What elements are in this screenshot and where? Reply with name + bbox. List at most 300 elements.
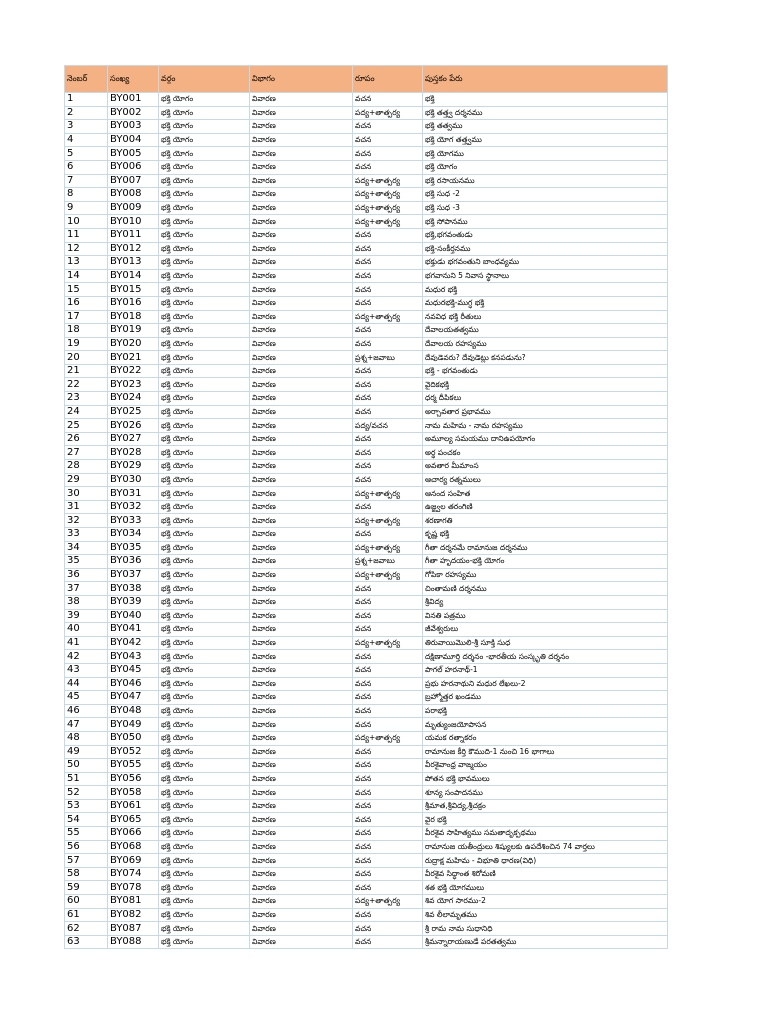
form-cell: వచన (353, 922, 423, 936)
category-cell: భక్తి యోగం (159, 595, 250, 609)
section-cell: వివారణ (250, 854, 353, 868)
book-code: BY034 (108, 528, 159, 542)
form-cell: పద్య+తాత్పర్య (353, 568, 423, 582)
book-code: BY052 (108, 745, 159, 759)
book-title-cell: దేవాలయతత్వము (423, 324, 668, 338)
header-category: వర్గం (159, 66, 250, 93)
category-cell: భక్తి యోగం (159, 908, 250, 922)
book-code: BY022 (108, 364, 159, 378)
book-title-cell: ధర్మ దీపికలు (423, 392, 668, 406)
form-cell: వచన (353, 609, 423, 623)
book-code: BY015 (108, 283, 159, 297)
section-cell: వివారణ (250, 324, 353, 338)
form-cell: వచన (353, 595, 423, 609)
table-row (65, 541, 668, 555)
category-cell: భక్తి యోగం (159, 188, 250, 202)
section-cell: వివారణ (250, 691, 353, 705)
category-cell: భక్తి యోగం (159, 473, 250, 487)
category-cell: భక్తి యోగం (159, 636, 250, 650)
section-cell: వివారణ (250, 133, 353, 147)
row-number: 44 (65, 677, 108, 691)
header-row (65, 66, 668, 93)
book-title-cell: ఆచార్య రత్నములు (423, 473, 668, 487)
form-cell: వచన (353, 378, 423, 392)
row-number: 25 (65, 419, 108, 433)
row-number: 17 (65, 310, 108, 324)
book-title-cell: శివ యోగ సారము-2 (423, 895, 668, 909)
section-cell: వివారణ (250, 174, 353, 188)
row-number: 26 (65, 432, 108, 446)
category-cell: భక్తి యోగం (159, 895, 250, 909)
row-number: 7 (65, 174, 108, 188)
book-code: BY030 (108, 473, 159, 487)
table-row (65, 228, 668, 242)
table-row (65, 351, 668, 365)
form-cell: పద్య+తాత్పర్య (353, 174, 423, 188)
form-cell: వచన (353, 283, 423, 297)
category-cell: భక్తి యోగం (159, 772, 250, 786)
table-row (65, 324, 668, 338)
book-title-cell: పోతన భక్తి భావములు (423, 772, 668, 786)
form-cell: వచన (353, 228, 423, 242)
book-title-cell: దక్షిణామూర్తి దర్శనం -భారతీయ సంస్కృతి దర్శనం (423, 650, 668, 664)
book-title-cell: భక్తుడు భగవంతుని బాంధవ్యము (423, 256, 668, 270)
table-row (65, 854, 668, 868)
category-cell: భక్తి యోగం (159, 93, 250, 107)
category-cell: భక్తి యోగం (159, 337, 250, 351)
form-cell: వచన (353, 854, 423, 868)
row-number: 48 (65, 731, 108, 745)
book-code: BY045 (108, 663, 159, 677)
section-cell: వివారణ (250, 595, 353, 609)
section-cell: వివారణ (250, 310, 353, 324)
section-cell: వివారణ (250, 256, 353, 270)
row-number: 10 (65, 215, 108, 229)
section-cell: వివారణ (250, 269, 353, 283)
row-number: 55 (65, 827, 108, 841)
book-code: BY040 (108, 609, 159, 623)
form-cell: పద్య+తాత్పర్య (353, 106, 423, 120)
table-row (65, 786, 668, 800)
book-code: BY058 (108, 786, 159, 800)
table-row (65, 609, 668, 623)
row-number: 15 (65, 283, 108, 297)
book-code: BY048 (108, 704, 159, 718)
book-title-cell: వీరశైవాంధ్ర వాఙ్మయం (423, 759, 668, 773)
book-code: BY020 (108, 337, 159, 351)
book-title-cell: చింతామణి దర్శనము (423, 582, 668, 596)
book-title-cell: శ్రీమన్నారాయణుడే పరతత్వము (423, 935, 668, 949)
form-cell: పద్య+తాత్పర్య (353, 731, 423, 745)
table-row (65, 120, 668, 134)
book-title-cell: గీతా హృదయం-భక్తి యోగం (423, 555, 668, 569)
form-cell: ప్రశ్న+జవాబు (353, 351, 423, 365)
form-cell: వచన (353, 582, 423, 596)
book-code: BY009 (108, 201, 159, 215)
category-cell: భక్తి యోగం (159, 296, 250, 310)
book-title-cell: అర్థ పంచకం (423, 446, 668, 460)
category-cell: భక్తి యోగం (159, 555, 250, 569)
section-cell: వివారణ (250, 93, 353, 107)
book-code: BY004 (108, 133, 159, 147)
category-cell: భక్తి యోగం (159, 881, 250, 895)
category-cell: భక్తి యోగం (159, 378, 250, 392)
row-number: 34 (65, 541, 108, 555)
form-cell: వచన (353, 269, 423, 283)
table-body (65, 93, 668, 949)
book-title-cell: నామ మహిమ - నామ రహస్యము (423, 419, 668, 433)
book-title-cell: భక్తి యోగము (423, 147, 668, 161)
category-cell: భక్తి యోగం (159, 935, 250, 949)
table-row (65, 595, 668, 609)
row-number: 57 (65, 854, 108, 868)
form-cell: వచన (353, 867, 423, 881)
row-number: 36 (65, 568, 108, 582)
row-number: 21 (65, 364, 108, 378)
table-row (65, 582, 668, 596)
book-title-cell: కృష్ణ భక్తి (423, 528, 668, 542)
category-cell: భక్తి యోగం (159, 500, 250, 514)
form-cell: వచన (353, 881, 423, 895)
category-cell: భక్తి యోగం (159, 283, 250, 297)
table-row (65, 256, 668, 270)
book-title-cell: వినతి పత్రము (423, 609, 668, 623)
form-cell: వచన (353, 120, 423, 134)
section-cell: వివారణ (250, 432, 353, 446)
form-cell: వచన (353, 759, 423, 773)
book-title-cell: పరాభక్తి (423, 704, 668, 718)
book-code: BY065 (108, 813, 159, 827)
book-code: BY010 (108, 215, 159, 229)
form-cell: పద్య+తాత్పర్య (353, 541, 423, 555)
book-code: BY055 (108, 759, 159, 773)
category-cell: భక్తి యోగం (159, 419, 250, 433)
table-row (65, 922, 668, 936)
form-cell: పద్య+తాత్పర్య (353, 895, 423, 909)
book-code: BY012 (108, 242, 159, 256)
section-cell: వివారణ (250, 922, 353, 936)
table-row (65, 935, 668, 949)
row-number: 37 (65, 582, 108, 596)
form-cell: వచన (353, 432, 423, 446)
table-row (65, 881, 668, 895)
book-code: BY023 (108, 378, 159, 392)
category-cell: భక్తి యోగం (159, 228, 250, 242)
book-code: BY039 (108, 595, 159, 609)
section-cell: వివారణ (250, 636, 353, 650)
section-cell: వివారణ (250, 120, 353, 134)
category-cell: భక్తి యోగం (159, 392, 250, 406)
form-cell: పద్య+తాత్పర్య (353, 201, 423, 215)
category-cell: భక్తి యోగం (159, 242, 250, 256)
table-row (65, 718, 668, 732)
section-cell: వివారణ (250, 378, 353, 392)
book-code: BY088 (108, 935, 159, 949)
book-code: BY078 (108, 881, 159, 895)
book-code: BY007 (108, 174, 159, 188)
book-title-cell: శరణాగతి (423, 514, 668, 528)
category-cell: భక్తి యోగం (159, 405, 250, 419)
book-code: BY024 (108, 392, 159, 406)
category-cell: భక్తి యోగం (159, 487, 250, 501)
section-cell: వివారణ (250, 351, 353, 365)
row-number: 56 (65, 840, 108, 854)
form-cell: వచన (353, 160, 423, 174)
section-cell: వివారణ (250, 908, 353, 922)
category-cell: భక్తి యోగం (159, 310, 250, 324)
form-cell: వచన (353, 799, 423, 813)
row-number: 6 (65, 160, 108, 174)
form-cell: వచన (353, 786, 423, 800)
table-row (65, 623, 668, 637)
category-cell: భక్తి యోగం (159, 541, 250, 555)
book-code: BY027 (108, 432, 159, 446)
category-cell: భక్తి యోగం (159, 786, 250, 800)
book-title-cell: బ్రహ్మోత్తర ఖండము (423, 691, 668, 705)
form-cell: పద్య+తాత్పర్య (353, 514, 423, 528)
table-row (65, 650, 668, 664)
category-cell: భక్తి యోగం (159, 351, 250, 365)
section-cell: వివారణ (250, 568, 353, 582)
section-cell: వివారణ (250, 392, 353, 406)
book-title-cell: మృత్యుంజయోపాసన (423, 718, 668, 732)
book-title-cell: భక్తి,భగవంతుడు (423, 228, 668, 242)
form-cell: వచన (353, 813, 423, 827)
book-title-cell: భక్తి తత్త్వ దర్శనము (423, 106, 668, 120)
book-code: BY016 (108, 296, 159, 310)
section-cell: వివారణ (250, 106, 353, 120)
form-cell: ప్రశ్న+జవాబు (353, 555, 423, 569)
row-number: 39 (65, 609, 108, 623)
row-number: 54 (65, 813, 108, 827)
book-code: BY068 (108, 840, 159, 854)
section-cell: వివారణ (250, 704, 353, 718)
book-title-cell: పాగల్ హరనాథ్-1 (423, 663, 668, 677)
section-cell: వివారణ (250, 759, 353, 773)
form-cell: వచన (353, 908, 423, 922)
row-number: 13 (65, 256, 108, 270)
section-cell: వివారణ (250, 283, 353, 297)
form-cell: పద్య/వచన (353, 419, 423, 433)
section-cell: వివారణ (250, 460, 353, 474)
book-title-cell: భక్తి సుధ -2 (423, 188, 668, 202)
form-cell: వచన (353, 623, 423, 637)
table-row (65, 188, 668, 202)
book-code: BY003 (108, 120, 159, 134)
table-row (65, 405, 668, 419)
book-code: BY036 (108, 555, 159, 569)
section-cell: వివారణ (250, 405, 353, 419)
table-row (65, 813, 668, 827)
row-number: 2 (65, 106, 108, 120)
row-number: 18 (65, 324, 108, 338)
form-cell: వచన (353, 473, 423, 487)
table-row (65, 514, 668, 528)
book-title-cell: శత భక్తి యోగములు (423, 881, 668, 895)
table-row (65, 759, 668, 773)
book-title-cell: గీతా దర్శనమే రామానుజ దర్శనము (423, 541, 668, 555)
section-cell: వివారణ (250, 514, 353, 528)
section-cell: వివారణ (250, 487, 353, 501)
row-number: 62 (65, 922, 108, 936)
row-number: 35 (65, 555, 108, 569)
table-row (65, 473, 668, 487)
book-code: BY061 (108, 799, 159, 813)
row-number: 3 (65, 120, 108, 134)
section-cell: వివారణ (250, 840, 353, 854)
table-row (65, 745, 668, 759)
table-row (65, 215, 668, 229)
book-title-cell: వీరశైవ సిద్ధాంత శిరోమణి (423, 867, 668, 881)
section-cell: వివారణ (250, 677, 353, 691)
form-cell: పద్య+తాత్పర్య (353, 487, 423, 501)
book-title-cell: భక్తి (423, 93, 668, 107)
book-title-cell: నవవిధ భక్తి రీతులు (423, 310, 668, 324)
category-cell: భక్తి యోగం (159, 718, 250, 732)
book-title-cell: భక్తి తత్వము (423, 120, 668, 134)
category-cell: భక్తి యోగం (159, 745, 250, 759)
table-row (65, 827, 668, 841)
form-cell: వచన (353, 405, 423, 419)
row-number: 30 (65, 487, 108, 501)
table-row (65, 242, 668, 256)
book-code: BY014 (108, 269, 159, 283)
book-code: BY013 (108, 256, 159, 270)
section-cell: వివారణ (250, 419, 353, 433)
book-title-cell: భక్తి యోగ తత్త్వము (423, 133, 668, 147)
form-cell: వచన (353, 663, 423, 677)
category-cell: భక్తి యోగం (159, 174, 250, 188)
book-code: BY056 (108, 772, 159, 786)
book-code: BY081 (108, 895, 159, 909)
row-number: 60 (65, 895, 108, 909)
row-number: 20 (65, 351, 108, 365)
book-code: BY018 (108, 310, 159, 324)
row-number: 28 (65, 460, 108, 474)
header-code: సంఖ్య (108, 66, 159, 93)
book-code: BY082 (108, 908, 159, 922)
book-code: BY002 (108, 106, 159, 120)
form-cell: వచన (353, 840, 423, 854)
book-code: BY025 (108, 405, 159, 419)
book-code: BY029 (108, 460, 159, 474)
form-cell: పద్య+తాత్పర్య (353, 636, 423, 650)
form-cell: వచన (353, 935, 423, 949)
book-title-cell: దేవాలయ రహస్యము (423, 337, 668, 351)
row-number: 53 (65, 799, 108, 813)
table-row (65, 296, 668, 310)
section-cell: వివారణ (250, 799, 353, 813)
section-cell: వివారణ (250, 772, 353, 786)
category-cell: భక్తి యోగం (159, 364, 250, 378)
category-cell: భక్తి యోగం (159, 704, 250, 718)
form-cell: వచన (353, 242, 423, 256)
table-row (65, 283, 668, 297)
book-code: BY021 (108, 351, 159, 365)
section-cell: వివారణ (250, 337, 353, 351)
form-cell: పద్య+తాత్పర్య (353, 215, 423, 229)
form-cell: వచన (353, 718, 423, 732)
form-cell: వచన (353, 147, 423, 161)
category-cell: భక్తి యోగం (159, 446, 250, 460)
category-cell: భక్తి యోగం (159, 854, 250, 868)
book-title-cell: ఆనంద సంహిత (423, 487, 668, 501)
section-cell: వివారణ (250, 881, 353, 895)
row-number: 52 (65, 786, 108, 800)
category-cell: భక్తి యోగం (159, 528, 250, 542)
book-title-cell: రామానుజ యతీంద్రులు శిష్యులకు ఉపదేశించిన 74 వార్తలు (423, 840, 668, 854)
book-code: BY042 (108, 636, 159, 650)
table-row (65, 731, 668, 745)
form-cell: వచన (353, 392, 423, 406)
table-row (65, 528, 668, 542)
category-cell: భక్తి యోగం (159, 269, 250, 283)
book-code: BY087 (108, 922, 159, 936)
category-cell: భక్తి యోగం (159, 840, 250, 854)
book-code: BY074 (108, 867, 159, 881)
form-cell: వచన (353, 460, 423, 474)
book-code: BY028 (108, 446, 159, 460)
book-title-cell: తిరువాయిమొలి-శ్రీ సూక్తి సుధ (423, 636, 668, 650)
category-cell: భక్తి యోగం (159, 133, 250, 147)
form-cell: వచన (353, 827, 423, 841)
table-row (65, 419, 668, 433)
section-cell: వివారణ (250, 215, 353, 229)
category-cell: భక్తి యోగం (159, 147, 250, 161)
category-cell: భక్తి యోగం (159, 514, 250, 528)
book-code: BY033 (108, 514, 159, 528)
table-row (65, 691, 668, 705)
category-cell: భక్తి యోగం (159, 813, 250, 827)
table-row (65, 364, 668, 378)
section-cell: వివారణ (250, 296, 353, 310)
section-cell: వివారణ (250, 364, 353, 378)
row-number: 40 (65, 623, 108, 637)
section-cell: వివారణ (250, 895, 353, 909)
row-number: 41 (65, 636, 108, 650)
form-cell: పద్య+తాత్పర్య (353, 310, 423, 324)
category-cell: భక్తి యోగం (159, 759, 250, 773)
row-number: 23 (65, 392, 108, 406)
book-title-cell: అవతార మీమాంస (423, 460, 668, 474)
category-cell: భక్తి యోగం (159, 582, 250, 596)
table-row (65, 555, 668, 569)
form-cell: వచన (353, 704, 423, 718)
section-cell: వివారణ (250, 541, 353, 555)
section-cell: వివారణ (250, 528, 353, 542)
category-cell: భక్తి యోగం (159, 160, 250, 174)
book-title-cell: శూన్య సంపాదనము (423, 786, 668, 800)
category-cell: భక్తి యోగం (159, 623, 250, 637)
book-code: BY041 (108, 623, 159, 637)
section-cell: వివారణ (250, 935, 353, 949)
row-number: 32 (65, 514, 108, 528)
category-cell: భక్తి యోగం (159, 460, 250, 474)
section-cell: వివారణ (250, 609, 353, 623)
row-number: 9 (65, 201, 108, 215)
book-title-cell: భగవానుని 5 నివాస స్థానాలు (423, 269, 668, 283)
row-number: 33 (65, 528, 108, 542)
row-number: 27 (65, 446, 108, 460)
book-title-cell: జీవేశ్వరులు (423, 623, 668, 637)
table-row (65, 799, 668, 813)
table-row (65, 106, 668, 120)
category-cell: భక్తి యోగం (159, 568, 250, 582)
section-cell: వివారణ (250, 663, 353, 677)
row-number: 38 (65, 595, 108, 609)
book-title-cell: వైర భక్తి (423, 813, 668, 827)
book-title-cell: ఉజ్జ్వల తరంగిణి (423, 500, 668, 514)
